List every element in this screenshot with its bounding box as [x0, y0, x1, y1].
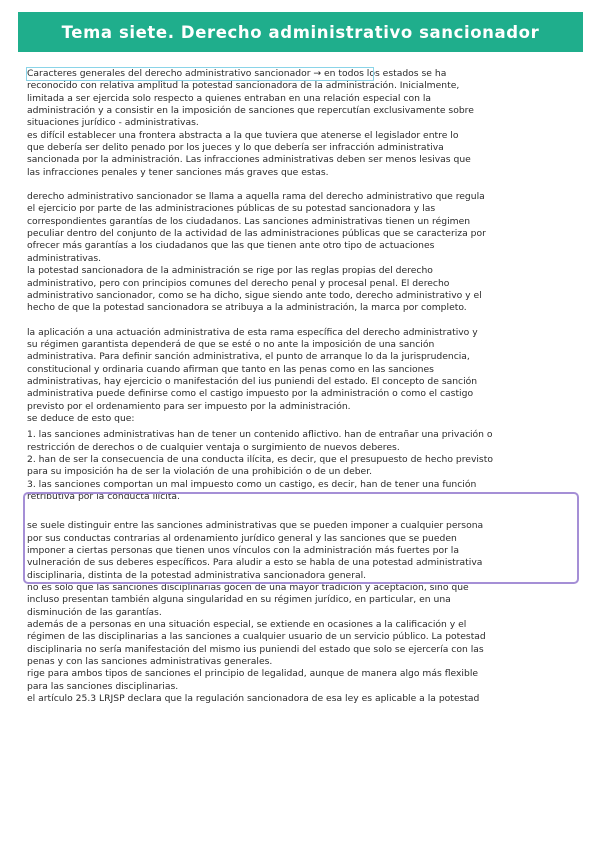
paragraph-line: ofrecer más garantías a los ciudadanos que las que tienen ante otro tipo de actuaciones [27, 240, 435, 252]
paragraph-line: el ejercicio por parte de las administraciones públicas de su potestad sancionadora y las [27, 203, 436, 215]
paragraph-line: administrativa. Para definir sanción administrativa, el punto de arranque lo da la jurisprudencia, [27, 351, 470, 363]
page-title: Tema siete. Derecho administrativo sancionador [61, 22, 540, 42]
paragraph-line: vulneración de sus deberes específicos. Para aludir a esto se habla de una potestad administrativa [27, 557, 483, 569]
paragraph-line: administrativo sancionador, como se ha dicho, sigue siendo ante todo, derecho administrativo y el [27, 289, 482, 301]
list-item-line: 3. las sanciones comportan un mal impuesto como un castigo, es decir, han de tener una función [27, 478, 477, 490]
paragraph-aplicacion [27, 327, 579, 426]
paragraph-line: imponer a ciertas personas que tienen unos vínculos con la administración más fuertes por la [27, 545, 459, 557]
paragraph-line: constitucional y ordinaria cuando afirman que tanto en las penas como en las sanciones [27, 363, 434, 375]
paragraph-line: la aplicación a una actuación administrativa de esta rama específica del derecho administrativo y [27, 326, 478, 338]
paragraph-line: el artículo 25.3 LRJSP declara que la regulación sancionadora de esa ley es aplicable a la potestad [27, 693, 480, 705]
paragraph-line: además de a personas en una situación especial, se extiende en ocasiones a la calificación y el [27, 619, 467, 631]
list-item-line: 1. las sanciones administrativas han de tener un contenido aflictivo. han de entrañar una privación o [27, 429, 493, 441]
paragraph-caracteres [27, 68, 579, 179]
paragraph-line: se deduce de esto que: [27, 412, 135, 424]
notes-content [27, 68, 579, 718]
paragraph-line: para las sanciones disciplinarias. [27, 680, 179, 692]
paragraph-line: incluso presentan también alguna singularidad en su régimen jurídico, en particular, en una [27, 594, 451, 606]
paragraph-line: se suele distinguir entre las sanciones administrativas que se pueden imponer a cualquier persona [27, 520, 484, 532]
paragraph-line: no es solo que las sanciones disciplinarias gocen de una mayor tradición y aceptación, sino que [27, 582, 469, 594]
paragraph-line: administrativa puede definirse como el castigo impuesto por la administración o como el castigo [27, 388, 474, 400]
paragraph-definicion [27, 191, 579, 314]
paragraph-line: administrativas. [27, 252, 102, 264]
paragraph-line: las infracciones penales y tener sanciones más graves que estas. [27, 166, 329, 178]
paragraph-line: que debería ser delito penado por los jueces y lo que debería ser infracción administrativa [27, 142, 444, 154]
list-item-line: para su imposición ha de ser la violación de una prohibición o de un deber. [27, 466, 373, 478]
paragraph-line: disciplinaria no sería manifestación del mismo ius puniendi del estado que solo se ejercería con las [27, 643, 484, 655]
paragraph-line: administrativas, hay ejercicio o manifestación del ius puniendi del estado. El concepto de sanción [27, 375, 478, 387]
paragraph-line: administración y a consistir en la imposición de sanciones que repercutían exclusivamente sobre [27, 105, 474, 117]
paragraph-line: Caracteres generales del derecho administrativo sancionador → en todos los estados se ha [27, 68, 447, 79]
paragraph-line: es difícil establecer una frontera abstracta a la que tuviera que atenerse el legislador entre lo [27, 129, 459, 141]
paragraph-line: peculiar dentro del conjunto de la actividad de las administraciones públicas que se caracteriza por [27, 228, 486, 240]
paragraph-line: derecho administrativo sancionador se llama a aquella rama del derecho administrativo que regula [27, 191, 485, 203]
list-item-line: retributiva por la conducta ilícita. [27, 491, 180, 502]
paragraph-line: hecho de que la potestad sancionadora se atribuya a la administración, la marca por completo. [27, 302, 467, 314]
paragraph-line: rige para ambos tipos de sanciones el principio de legalidad, aunque de manera algo más flexible [27, 668, 479, 680]
paragraph-line: sancionada por la administración. Las infracciones administrativas deben ser menos lesivas que [27, 154, 471, 166]
paragraph-line: la potestad sancionadora de la administración se rige por las reglas propias del derecho [27, 265, 433, 277]
list-item [27, 454, 579, 479]
paragraph-line: previsto por el ordenamiento para ser impuesto por la administración. [27, 400, 351, 412]
paragraph-line: régimen de las disciplinarias a las sanciones a cualquier usuario de un servicio público. La potestad [27, 631, 486, 643]
paragraph-line: limitada a ser ejercida solo respecto a quienes entraban en una relación especial con la [27, 92, 432, 104]
list-highlight-box [23, 492, 579, 584]
list-item-line: 2. han de ser la consecuencia de una conducta ilícita, es decir, que el presupuesto de hecho previsto [27, 453, 493, 465]
list-item-line: restricción de derechos o de cualquier ventaja o surgimiento de nuevos deberes. [27, 441, 400, 453]
paragraph-line: disciplinaria, distinta de la potestad administrativa sancionadora general. [27, 569, 367, 581]
paragraph-line: administrativo, pero con principios comunes del derecho penal y procesal penal. El derecho [27, 277, 450, 289]
title-banner [18, 12, 583, 52]
paragraph-line: correspondientes garantías de los ciudadanos. Las sanciones administrativas tienen un régimen [27, 215, 471, 227]
paragraph-line: su régimen garantista dependerá de que se esté o no ante la imposición de una sanción [27, 338, 435, 350]
paragraph-line: situaciones jurídico - administrativas. [27, 117, 199, 129]
paragraph-line: reconocido con relativa amplitud la potestad sancionadora de la administración. Inicialmente, [27, 80, 460, 92]
paragraph-line: disminución de las garantías. [27, 606, 162, 618]
paragraph-line: penas y con las sanciones administrativas generales. [27, 656, 273, 668]
list-item [27, 429, 579, 454]
paragraph-line: por sus conductas contrarias al ordenamiento jurídico general y las sanciones que se pueden [27, 532, 457, 544]
